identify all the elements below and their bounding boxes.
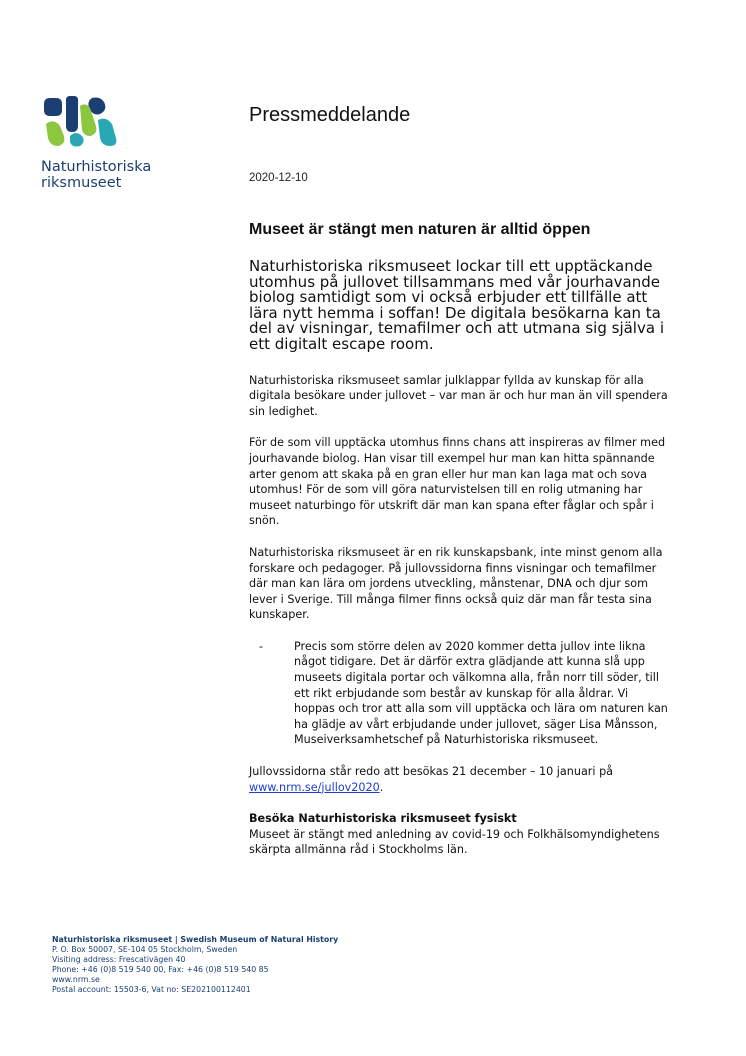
article-body bbox=[249, 259, 669, 874]
paragraph-1: Naturhistoriska riksmuseet samlar julklappar fyllda av kunskap för alla digitala besökare under jullovet – var man är och hur man än vill spendera sin ledighet. bbox=[249, 373, 668, 418]
footer-phone: Phone: +46 (0)8 519 540 00, Fax: +46 (0)8 519 540 85 bbox=[52, 965, 269, 974]
footer-website: www.nrm.se bbox=[52, 975, 100, 984]
museum-logo-icon bbox=[40, 96, 120, 148]
availability-paragraph bbox=[249, 764, 669, 795]
paragraph-2: För de som vill upptäcka utomhus finns chans att inspireras av filmer med jourhavande biolog. Han visar till exempel hur man kan hitta spännande arter genom att skaka på en gran eller hur man kan laga mat och sova utomhus! För de som vill göra naturvistelsen till en rolig utmaning har museet naturbingo för utskrift där man kan spana efter fåglar och spår i snön. bbox=[249, 436, 666, 528]
document-type: Pressmeddelande bbox=[249, 104, 411, 126]
footer-visiting: Visiting address: Frescativägen 40 bbox=[52, 955, 186, 964]
visit-heading: Besöka Naturhistoriska riksmuseet fysiskt bbox=[249, 812, 517, 826]
availability-text: Jullovssidorna står redo att besökas 21 december – 10 januari på bbox=[249, 765, 614, 779]
quote-dash: - bbox=[259, 639, 264, 653]
footer-org: Naturhistoriska riksmuseet | Swedish Museum of Natural History bbox=[52, 935, 339, 944]
footer-postal: Postal account: 15503-6, Vat no: SE202100112401 bbox=[52, 985, 251, 994]
quote-block bbox=[249, 639, 669, 748]
quote-text: Precis som större delen av 2020 kommer detta jullov inte likna något tidigare. Det är därför extra glädjande att kunna slå upp museets digitala portar och välkomna alla, från norr till söder, till ett rikt erbjudande som består av kunskap för alla åldrar. Vi hoppas och tror att alla som vill upptäcka och lära om naturen kan ha glädje av vårt erbjudande under jullovet, säger Lisa Månsson, Museiverksamhetschef på Naturhistoriska riksmuseet. bbox=[294, 639, 668, 747]
paragraph-3: Naturhistoriska riksmuseet är en rik kunskapsbank, inte minst genom alla forskare och pedagoger. På jullovssidorna finns visningar och temafilmer där man kan lära om jordens utveckling, månstenar, DNA och djur som lever i Sverige. Till många filmer finns också quiz där man får testa sina kunskaper. bbox=[249, 545, 663, 622]
lead-paragraph: Naturhistoriska riksmuseet lockar till ett upptäckande utomhus på jullovet tillsammans med vår jourhavande biolog samtidigt som vi också erbjuder ett tillfälle att lära nytt hemma i soffan! De digitala besökarna kan ta del av visningar, temafilmer och att utmana sig själva i ett digitalt escape room. bbox=[249, 257, 664, 353]
footer bbox=[52, 935, 338, 995]
logo-line-1: Naturhistoriska bbox=[41, 159, 152, 175]
visit-paragraph: Museet är stängt med anledning av covid-19 och Folkhälsomyndighetens skärpta allmänna råd i Stockholms län. bbox=[249, 827, 660, 857]
jullov-link[interactable]: www.nrm.se/jullov2020 bbox=[249, 780, 380, 794]
footer-address: P. O. Box 50007, SE-104 05 Stockholm, Sweden bbox=[52, 945, 238, 954]
logo-wordmark bbox=[41, 159, 151, 191]
availability-end: . bbox=[379, 780, 384, 794]
document-date: 2020-12-10 bbox=[249, 172, 308, 184]
logo-line-2: riksmuseet bbox=[41, 175, 122, 191]
page-title: Museet är stängt men naturen är alltid öppen bbox=[249, 221, 591, 238]
